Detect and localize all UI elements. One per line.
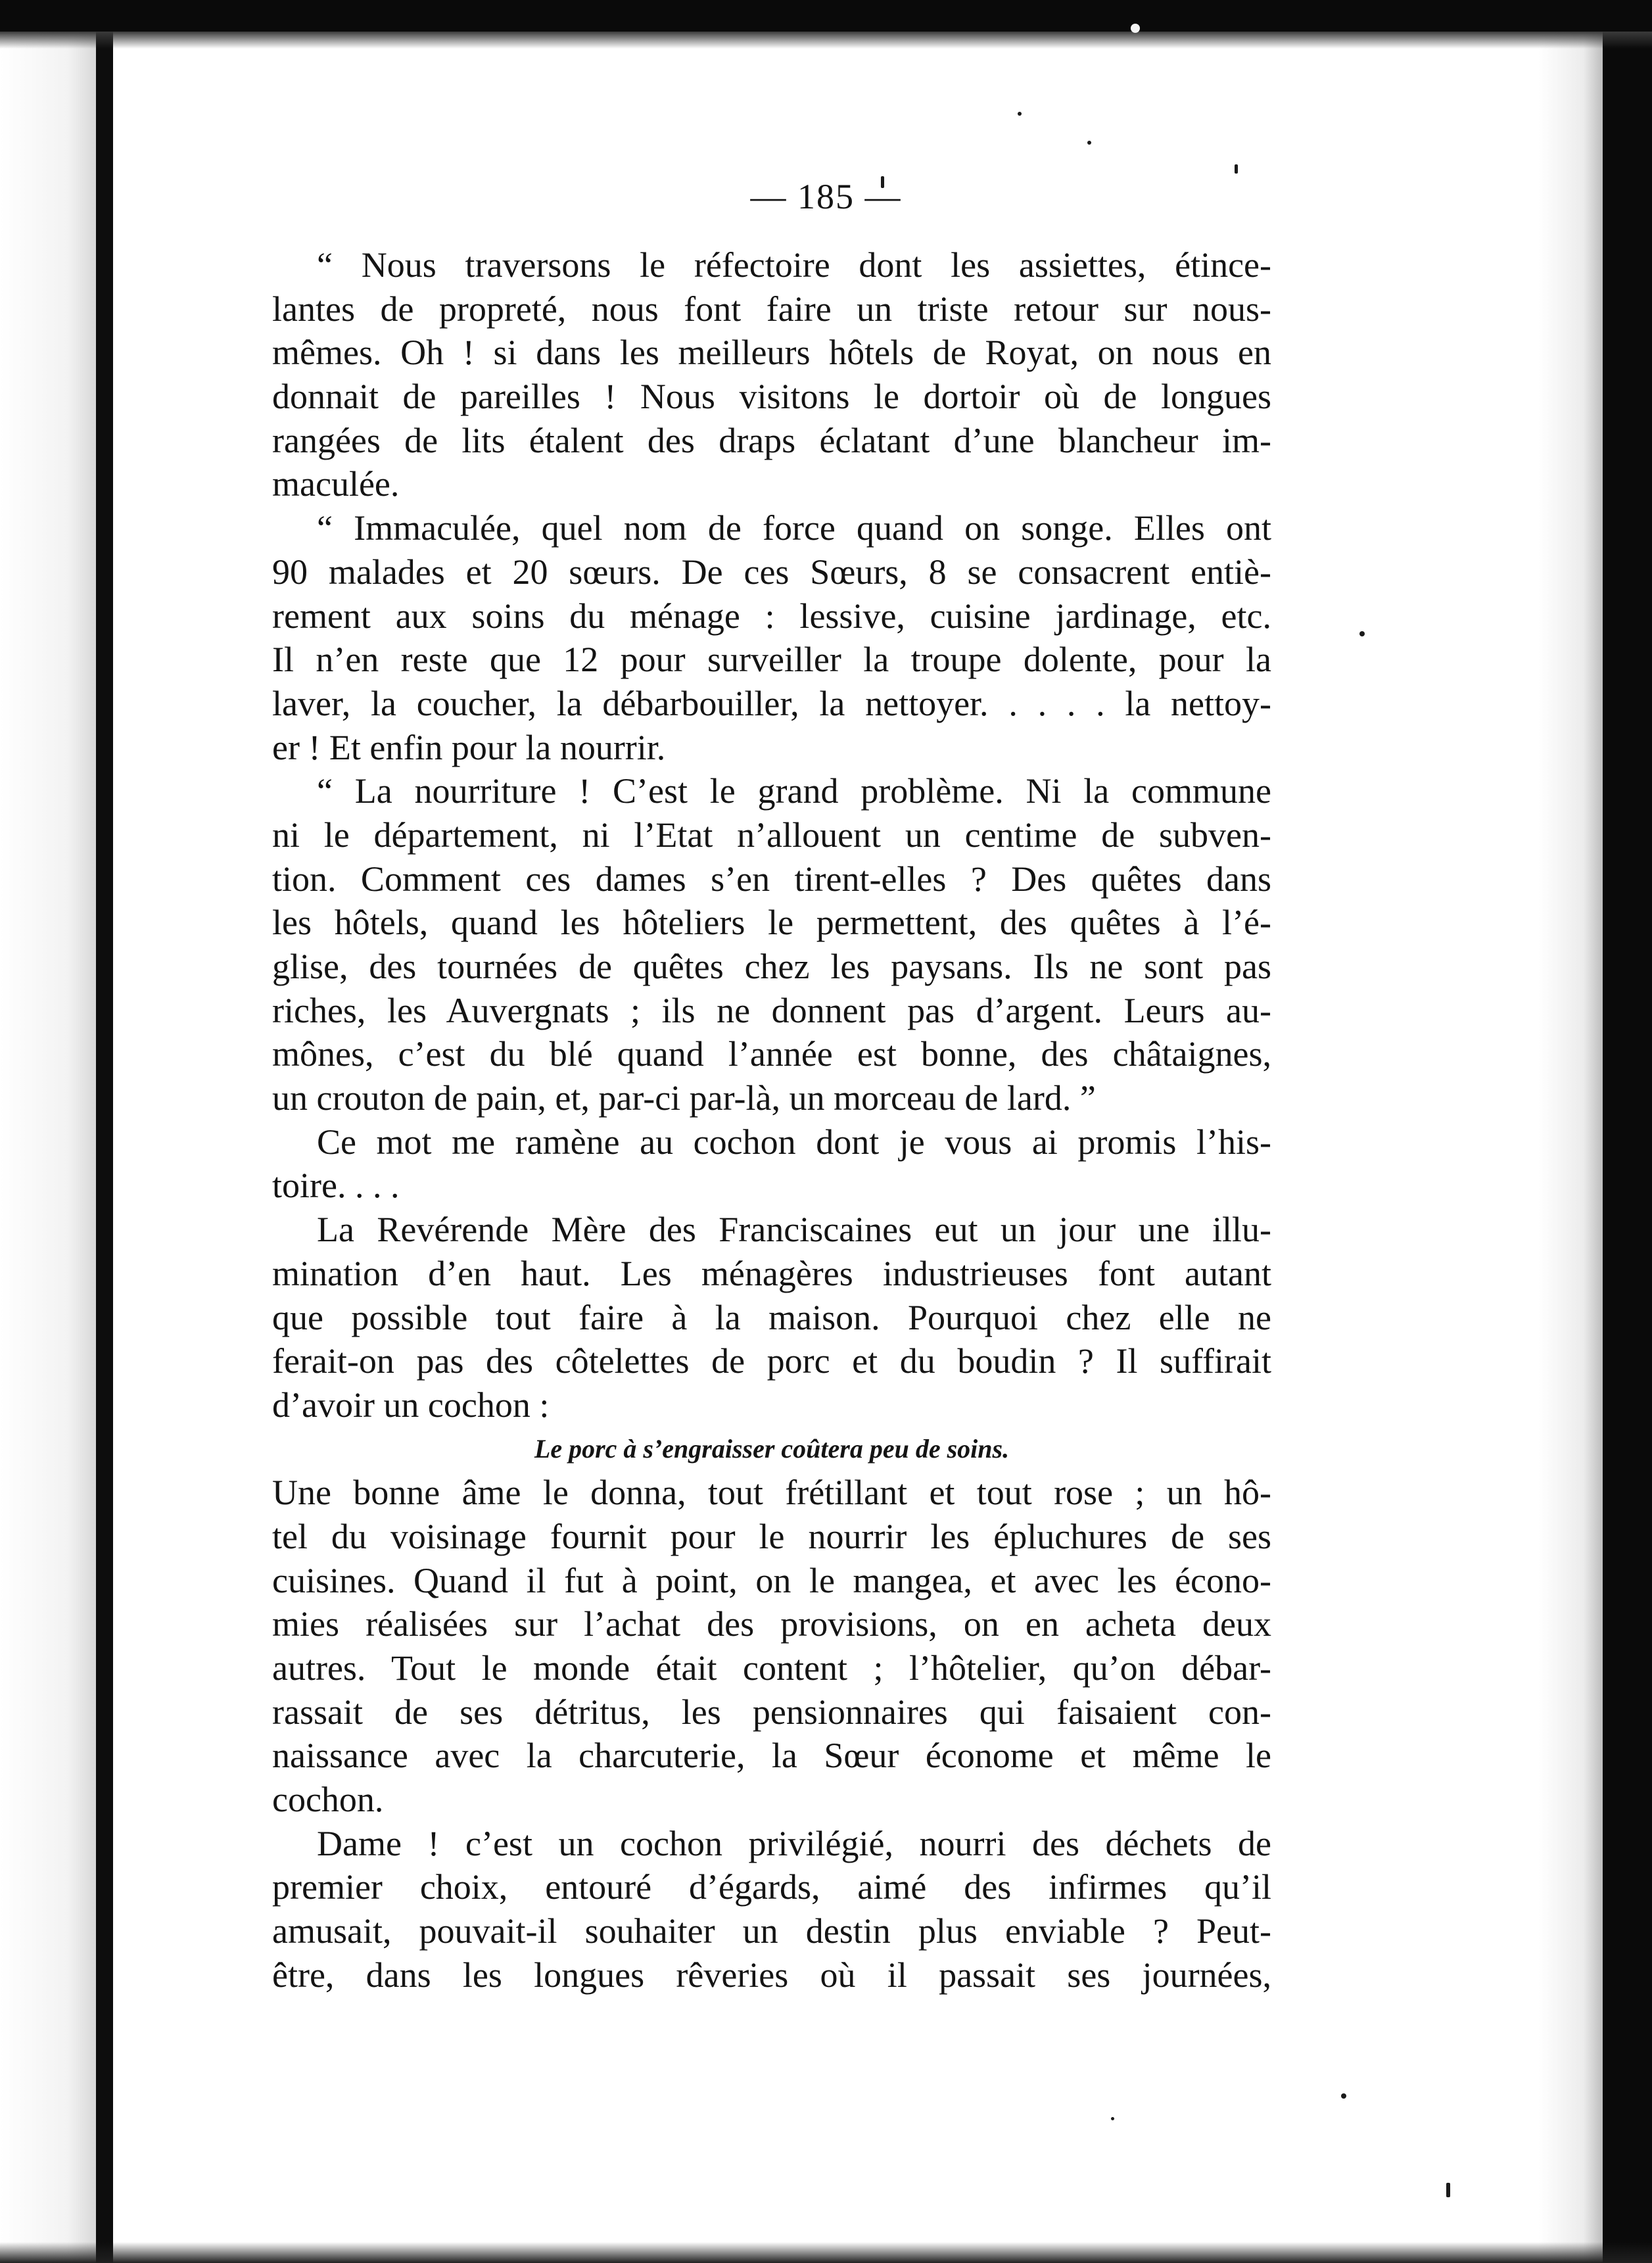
scan-speck: [1235, 164, 1238, 174]
text-line: “ La nourriture ! C’est le grand problème. Ni la commune: [317, 771, 1271, 811]
text-line: mônes, c’est du blé quand l’année est bonne, des châtaignes,: [272, 1034, 1271, 1074]
text-line: rangées de lits étalent des draps éclatant d’une blancheur im-: [272, 420, 1271, 460]
scan-edge-bottom: [0, 2242, 1652, 2263]
text-line: rement aux soins du ménage : lessive, cuisine jardinage, etc.: [272, 596, 1271, 636]
scan-speck: [1446, 2183, 1450, 2197]
text-line: riches, les Auvergnats ; ils ne donnent pas d’argent. Leurs au-: [272, 990, 1271, 1030]
scan-speck: [1018, 112, 1022, 116]
text-line: ferait-on pas des côtelettes de porc et du boudin ? Il suffirait: [272, 1341, 1271, 1381]
text-line: donnait de pareilles ! Nous visitons le dortoir où de longues: [272, 377, 1271, 417]
scan-margin-left: [0, 26, 96, 2263]
scan-speck: [1341, 2093, 1346, 2099]
text-line: laver, la coucher, la débarbouiller, la nettoyer. . . . . la nettoy-: [272, 683, 1271, 723]
text-line: “ Immaculée, quel nom de force quand on songe. Elles ont: [317, 508, 1271, 548]
text-line: cuisines. Quand il fut à point, on le mangea, et avec les écono-: [272, 1560, 1271, 1600]
text-line: d’avoir un cochon :: [272, 1385, 550, 1425]
text-line: un crouton de pain, et, par-ci par-là, un morceau de lard. ”: [272, 1078, 1096, 1118]
scan-speck: [1359, 631, 1365, 636]
scan-speck: [1111, 2117, 1114, 2120]
verse-quote: Le porc à s’engraisser coûtera peu de soins.: [534, 1433, 1010, 1464]
text-line: er ! Et enfin pour la nourrir.: [272, 727, 666, 767]
scan-edge-right: [1603, 0, 1652, 2263]
scan-speck: [1087, 141, 1091, 145]
scan-speck: [1131, 24, 1140, 33]
text-line: lantes de propreté, nous font faire un triste retour sur nous-: [272, 289, 1271, 329]
text-line: La Revérende Mère des Franciscaines eut un jour une illu-: [317, 1210, 1271, 1250]
text-line: Ce mot me ramène au cochon dont je vous ai promis l’his-: [317, 1122, 1271, 1162]
scan-edge-top: [0, 0, 1652, 32]
text-line: les hôtels, quand les hôteliers le permettent, des quêtes à l’é-: [272, 903, 1271, 943]
text-line: être, dans les longues rêveries où il passait ses journées,: [272, 1955, 1271, 1995]
text-line: glise, des tournées de quêtes chez les paysans. Ils ne sont pas: [272, 947, 1271, 986]
text-line: ni le département, ni l’Etat n’allouent un centime de subven-: [272, 815, 1271, 855]
text-line: tion. Comment ces dames s’en tirent-elles ? Des quêtes dans: [272, 859, 1271, 899]
text-line: Une bonne âme le donna, tout frétillant et tout rose ; un hô-: [272, 1473, 1271, 1513]
page-number: — 185 —: [750, 177, 902, 216]
text-line: cochon.: [272, 1780, 384, 1820]
scan-edge-left: [96, 26, 113, 2263]
text-line: rassait de ses détritus, les pensionnaires qui faisaient con-: [272, 1692, 1271, 1732]
text-line: mination d’en haut. Les ménagères industrieuses font autant: [272, 1253, 1271, 1293]
text-line: Il n’en reste que 12 pour surveiller la troupe dolente, pour la: [272, 640, 1271, 680]
text-line: naissance avec la charcuterie, la Sœur économe et même le: [272, 1736, 1271, 1776]
text-line: premier choix, entouré d’égards, aimé des infirmes qu’il: [272, 1867, 1271, 1907]
text-line: que possible tout faire à la maison. Pourquoi chez elle ne: [272, 1297, 1271, 1337]
text-line: “ Nous traversons le réfectoire dont les assiettes, étince-: [317, 245, 1271, 285]
scan-edge-top-fade: [0, 32, 1652, 49]
text-line: mies réalisées sur l’achat des provisions, on en acheta deux: [272, 1604, 1271, 1644]
text-line: 90 malades et 20 sœurs. De ces Sœurs, 8 se consacrent entiè-: [272, 552, 1271, 592]
page-body-text: [272, 243, 1271, 1997]
text-line: maculée.: [272, 464, 400, 504]
text-line: tel du voisinage fournit pour le nourrir les épluchures de ses: [272, 1516, 1271, 1556]
text-line: mêmes. Oh ! si dans les meilleurs hôtels de Royat, on nous en: [272, 333, 1271, 373]
text-line: toire. . . .: [272, 1166, 400, 1206]
text-line: Dame ! c’est un cochon privilégié, nourri des déchets de: [317, 1823, 1271, 1863]
scan-margin-right: [1538, 32, 1603, 2263]
text-line: autres. Tout le monde était content ; l’hôtelier, qu’on débar-: [272, 1648, 1271, 1688]
text-line: amusait, pouvait-il souhaiter un destin plus enviable ? Peut-: [272, 1911, 1271, 1951]
